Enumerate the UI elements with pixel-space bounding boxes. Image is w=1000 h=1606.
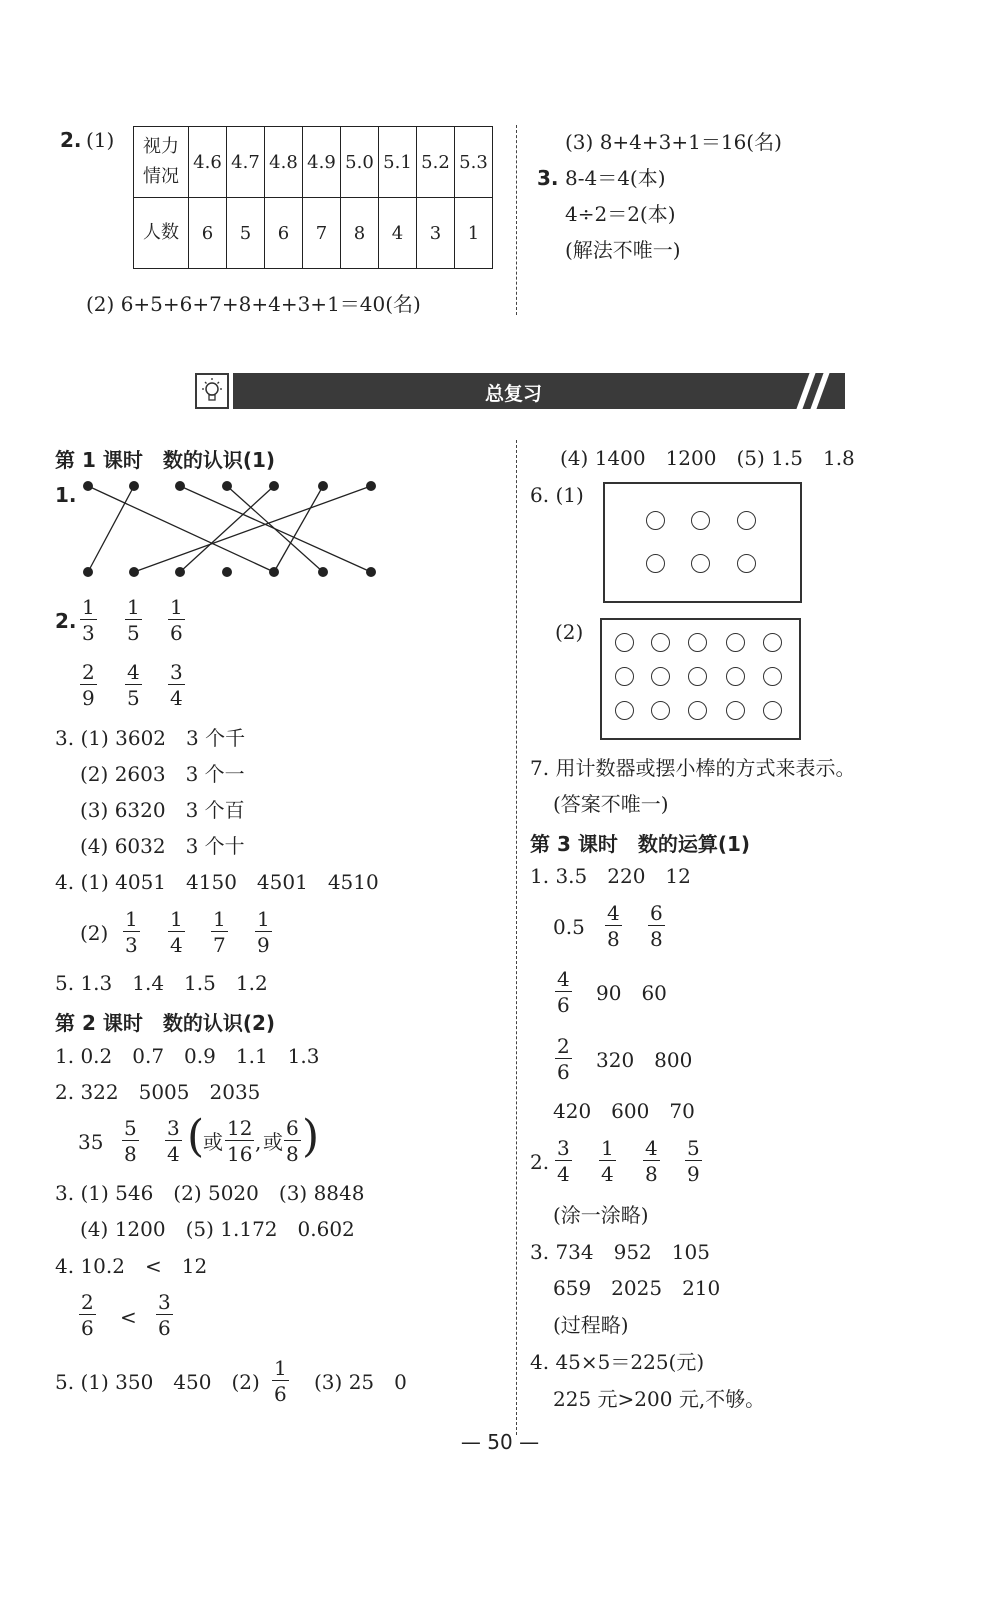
numerator: 5 — [124, 1116, 137, 1140]
numerator: 3 — [170, 660, 183, 684]
circle — [651, 701, 670, 720]
denominator: 8 — [124, 1142, 137, 1166]
table-cell: 1 — [455, 198, 493, 269]
banner-title: 总复习 — [485, 383, 543, 405]
circle — [646, 511, 665, 530]
circle — [763, 667, 782, 686]
banner-stripe — [229, 373, 233, 409]
right-paren: ) — [302, 1111, 320, 1162]
fraction — [123, 908, 140, 956]
denominator: 3 — [125, 933, 138, 957]
left-paren: ( — [187, 1111, 205, 1162]
numerator: 3 — [167, 1116, 180, 1140]
l3-q1-line5: 420 600 70 — [553, 1099, 695, 1123]
circle — [646, 554, 665, 573]
matching-diagram — [80, 478, 380, 582]
lightbulb-icon — [195, 373, 229, 409]
less-than-sign: < — [120, 1305, 137, 1329]
table-row — [134, 198, 493, 269]
fraction — [80, 596, 97, 644]
table-cell: 5.3 — [455, 127, 493, 198]
numerator: 2 — [82, 660, 95, 684]
l2-q5-a: 5. (1) 350 450 (2) — [55, 1370, 260, 1394]
numerator: 12 — [227, 1116, 253, 1140]
circle — [688, 701, 707, 720]
l1-q4-line1: 4. (1) 4051 4150 4501 4510 — [55, 870, 379, 894]
fraction — [168, 661, 185, 709]
table-cell: 6 — [189, 198, 227, 269]
circle — [651, 667, 670, 686]
l3-q1-c-rest: 320 800 — [596, 1048, 693, 1072]
denominator: 4 — [557, 1162, 570, 1186]
l2-q3-line2: (4) 1200 (5) 1.172 0.602 — [80, 1217, 355, 1241]
circle — [688, 633, 707, 652]
q2-part2: (2) 6+5+6+7+8+4+3+1＝40(名) — [86, 292, 421, 316]
table-cell: 5.1 — [379, 127, 417, 198]
denominator: 6 — [557, 1060, 570, 1084]
section-banner — [195, 373, 845, 409]
l1-q3-line: 3. (1) 3602 3 个千 — [55, 726, 246, 750]
fraction — [599, 1137, 616, 1185]
l3-q3-note: (过程略) — [553, 1313, 629, 1337]
table-cell: 3 — [417, 198, 455, 269]
circle — [726, 701, 745, 720]
circle-box-1 — [603, 482, 802, 603]
l1-q3-line: (4) 6032 3 个十 — [80, 834, 245, 858]
denominator: 7 — [213, 933, 226, 957]
l1-q3-line: (3) 6320 3 个百 — [80, 798, 245, 822]
lesson1-title: 第 1 课时 数的认识(1) — [55, 448, 276, 472]
or-text: 或 — [263, 1130, 283, 1154]
table-cell: 4 — [379, 198, 417, 269]
q3-note: (解法不唯一) — [565, 238, 681, 262]
numerator: 1 — [125, 907, 138, 931]
fraction — [211, 908, 228, 956]
l3-q1-line1: 1. 3.5 220 12 — [530, 864, 691, 888]
l1-q4-part2: (2) — [80, 921, 109, 945]
denominator: 8 — [607, 927, 620, 951]
l2-q2-35: 35 — [78, 1130, 104, 1154]
fraction — [555, 968, 572, 1016]
fraction — [255, 908, 272, 956]
fraction — [605, 902, 622, 950]
l3-q4-line2: 225 元>200 元,不够。 — [553, 1387, 766, 1411]
table-header-cell: 人数 — [134, 198, 189, 269]
denominator: 8 — [650, 927, 663, 951]
l1-q5: 5. 1.3 1.4 1.5 1.2 — [55, 971, 268, 995]
q2-part3: (3) 8+4+3+1＝16(名) — [565, 130, 782, 154]
fraction — [125, 596, 142, 644]
denominator: 9 — [687, 1162, 700, 1186]
circle — [763, 701, 782, 720]
q7-line1: 7. 用计数器或摆小棒的方式来表示。 — [530, 756, 856, 780]
circle — [615, 667, 634, 686]
table-cell: 6 — [265, 198, 303, 269]
denominator: 6 — [81, 1316, 94, 1340]
denominator: 4 — [170, 686, 183, 710]
denominator: 16 — [227, 1142, 253, 1166]
l3-q1-05: 0.5 — [553, 915, 585, 939]
numerator: 6 — [650, 901, 663, 925]
denominator: 6 — [274, 1382, 287, 1406]
numerator: 4 — [127, 660, 140, 684]
fraction — [685, 1137, 702, 1185]
numerator: 3 — [158, 1290, 171, 1314]
fraction — [168, 908, 185, 956]
l3-q2-label: 2. — [530, 1150, 550, 1174]
denominator: 6 — [158, 1316, 171, 1340]
circle — [691, 554, 710, 573]
fraction — [648, 902, 665, 950]
circle — [691, 511, 710, 530]
circle — [737, 511, 756, 530]
l2-q3-line1: 3. (1) 546 (2) 5020 (3) 8848 — [55, 1181, 365, 1205]
numerator: 4 — [557, 967, 570, 991]
fraction — [168, 596, 185, 644]
table-cell: 8 — [341, 198, 379, 269]
circle — [763, 633, 782, 652]
comma: , — [255, 1130, 262, 1154]
denominator: 5 — [127, 686, 140, 710]
q7-line2: (答案不唯一) — [553, 792, 669, 816]
lesson3-title: 第 3 课时 数的运算(1) — [530, 832, 751, 856]
circle — [726, 667, 745, 686]
column-divider — [516, 440, 517, 1435]
numerator: 1 — [213, 907, 226, 931]
circle — [615, 701, 634, 720]
numerator: 3 — [557, 1136, 570, 1160]
table-cell: 4.7 — [227, 127, 265, 198]
column-divider — [516, 125, 517, 315]
q6-part2-label: (2) — [555, 620, 584, 644]
l1-q3-line: (2) 2603 3 个一 — [80, 762, 245, 786]
table-cell: 5.0 — [341, 127, 379, 198]
l3-q3-line1: 3. 734 952 105 — [530, 1240, 710, 1264]
page-number: — 50 — — [460, 1430, 540, 1454]
denominator: 4 — [601, 1162, 614, 1186]
q3-line1: 8-4＝4(本) — [565, 166, 666, 190]
denominator: 3 — [82, 621, 95, 645]
l2-q1: 1. 0.2 0.7 0.9 1.1 1.3 — [55, 1044, 320, 1068]
numerator: 6 — [286, 1116, 299, 1140]
denominator: 6 — [170, 621, 183, 645]
numerator: 1 — [274, 1356, 287, 1380]
numerator: 2 — [557, 1034, 570, 1058]
table-header-cell — [134, 127, 189, 198]
fraction — [272, 1357, 289, 1405]
fraction — [165, 1117, 182, 1165]
numerator: 2 — [81, 1290, 94, 1314]
l3-q3-line2: 659 2025 210 — [553, 1276, 721, 1300]
circle — [737, 554, 756, 573]
fraction — [284, 1117, 301, 1165]
vision-table — [133, 126, 493, 269]
fraction — [125, 661, 142, 709]
q6-label: 6. (1) — [530, 483, 584, 507]
l3-q4-line1: 4. 45×5＝225(元) — [530, 1350, 705, 1374]
fraction — [122, 1117, 139, 1165]
q2-part1-label: (1) — [86, 128, 115, 152]
q2-label: 2. — [60, 128, 82, 152]
table-cell: 4.6 — [189, 127, 227, 198]
denominator: 9 — [257, 933, 270, 957]
fraction — [555, 1137, 572, 1185]
numerator: 1 — [601, 1136, 614, 1160]
l1-q1-label: 1. — [55, 483, 77, 507]
table-header-line: 视力 — [143, 136, 179, 157]
table-cell: 5 — [227, 198, 265, 269]
numerator: 4 — [645, 1136, 658, 1160]
q3-line2: 4÷2＝2(本) — [565, 202, 676, 226]
circle — [726, 633, 745, 652]
l3-q1-b-rest: 90 60 — [596, 981, 667, 1005]
numerator: 5 — [687, 1136, 700, 1160]
l2-q4-line1: 4. 10.2 < 12 — [55, 1254, 208, 1278]
table-row — [134, 127, 493, 198]
l2-q5-b: (3) 25 0 — [314, 1370, 407, 1394]
circle — [688, 667, 707, 686]
denominator: 4 — [170, 933, 183, 957]
circle — [651, 633, 670, 652]
fraction — [225, 1117, 254, 1165]
l1-q2-label: 2. — [55, 609, 77, 633]
table-header-line: 情况 — [143, 166, 179, 187]
denominator: 5 — [127, 621, 140, 645]
denominator: 8 — [645, 1162, 658, 1186]
table-cell: 7 — [303, 198, 341, 269]
table-cell: 5.2 — [417, 127, 455, 198]
numerator: 1 — [257, 907, 270, 931]
l2-q2-line1: 2. 322 5005 2035 — [55, 1080, 261, 1104]
or-text: 或 — [203, 1130, 223, 1154]
denominator: 8 — [286, 1142, 299, 1166]
table-cell: 4.9 — [303, 127, 341, 198]
numerator: 4 — [607, 901, 620, 925]
numerator: 1 — [170, 907, 183, 931]
denominator: 4 — [167, 1142, 180, 1166]
fraction — [156, 1291, 173, 1339]
table-cell: 4.8 — [265, 127, 303, 198]
denominator: 6 — [557, 993, 570, 1017]
fraction — [643, 1137, 660, 1185]
numerator: 1 — [82, 595, 95, 619]
fraction — [80, 661, 97, 709]
l3-q2-note: (涂一涂略) — [553, 1203, 649, 1227]
denominator: 9 — [82, 686, 95, 710]
r-line1: (4) 1400 1200 (5) 1.5 1.8 — [560, 446, 855, 470]
fraction — [79, 1291, 96, 1339]
q3-label: 3. — [537, 166, 559, 190]
lesson2-title: 第 2 课时 数的认识(2) — [55, 1011, 276, 1035]
fraction — [555, 1035, 572, 1083]
numerator: 1 — [170, 595, 183, 619]
numerator: 1 — [127, 595, 140, 619]
circle — [615, 633, 634, 652]
